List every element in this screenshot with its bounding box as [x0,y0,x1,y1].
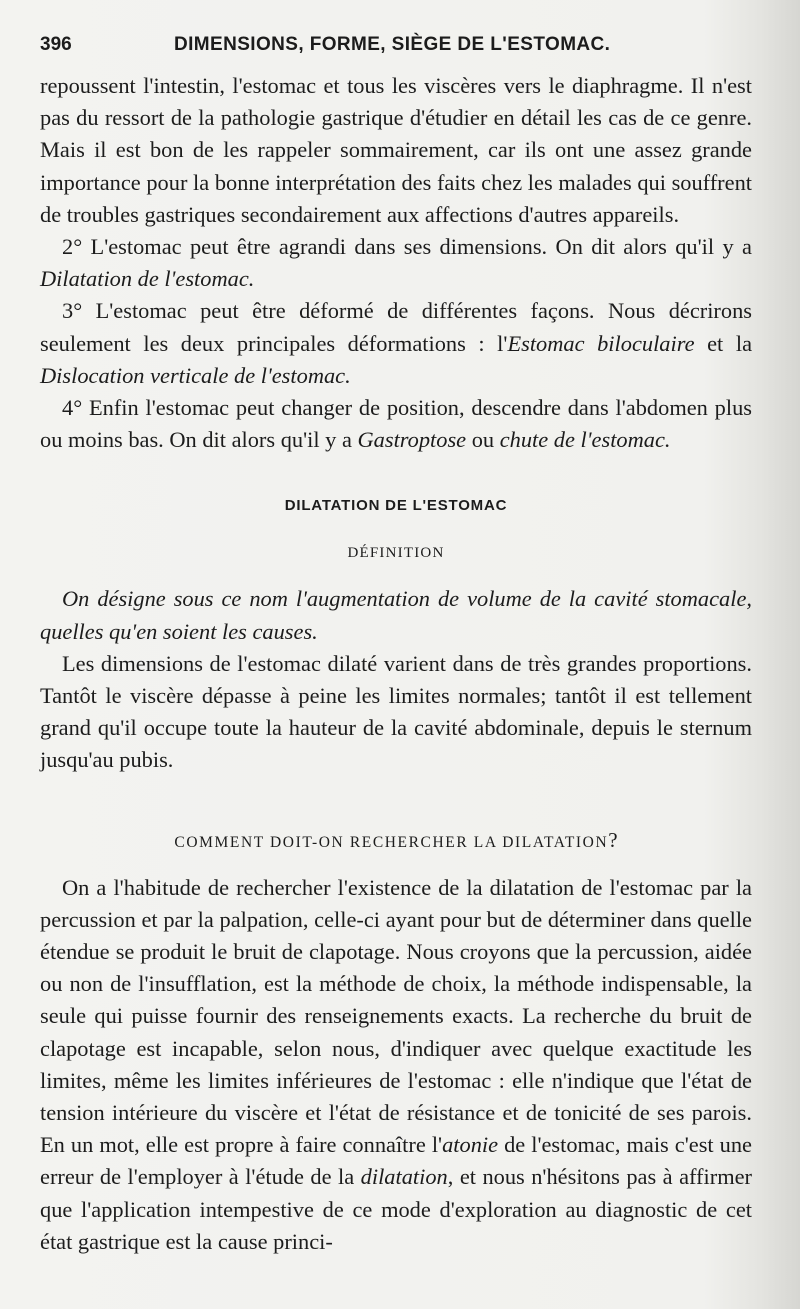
section-title: DILATATION DE L'ESTOMAC [284,497,508,515]
italic-term: atonie [442,1132,499,1158]
italic-term: chute de l'estomac. [499,427,671,453]
running-title: DIMENSIONS, FORME, SIÈGE DE L'ESTOMAC. [174,34,611,55]
paragraph-position-item [40,392,752,456]
paragraph-text: et la [694,330,753,356]
italic-term: Dilatation de l'estomac. [40,266,255,292]
question-heading [40,829,752,854]
paragraph-percussion [40,872,752,1258]
italic-term: Estomac biloculaire [507,330,695,356]
italic-term: dilatation [360,1164,448,1190]
paragraph-dilatation-item [40,231,752,295]
paragraph-text: ou [466,427,500,453]
paragraph-text: , et nous n'hésitons pas à affirmer que l'application intempestive de ce mode d'exploration au diagnostic de cet état gastrique est la cause princi- [40,1164,752,1254]
question-text: COMMENT DOIT-ON RECHERCHER LA DILATATION [174,833,609,851]
page-number: 396 [40,34,72,55]
definition-text: On désigne sous ce nom l'augmentation de volume de la cavité stomacale, quelles qu'en soient les causes. [40,586,752,644]
paragraph-text: 4° Enfin l'estomac peut changer de position, descendre dans l'abdomen plus ou moins bas. On dit alors qu'il y a [40,395,752,453]
paragraph-text: On a l'habitude de rechercher l'existence de la dilatation de l'estomac par la percussion et par la palpation, celle-ci ayant pour but de déterminer dans quelle étendue se produit le bruit de clapotage. Nous croyons que la percussion, aidée ou non de l'insufflation, est la méthode de choix, la méthode indispensable, la seule qui puisse fournir des renseignements exacts. La recherche du bruit de clapotage est incapable, selon nous, d'indiquer avec quelque exactitude les limites, même les limites inférieures de l'estomac : elle n'indique que l'état de tension intérieure du viscère et l'état de résistance et de tonicité de ses parois. En un mot, elle est propre à faire connaître l' [40,874,752,1158]
page-header [40,34,760,58]
paragraph-text: de l'estomac, mais c'est une erreur de l'employer à l'étude de la [40,1132,752,1190]
question-mark: ? [608,827,618,852]
definition-paragraph [40,583,752,647]
italic-term: Dislocation verticale de l'estomac. [40,362,351,388]
paragraph-text: 3° L'estomac peut être déformé de différentes façons. Nous décrirons seulement les deux principales déformations : l' [40,298,752,356]
paragraph-text: 2° L'estomac peut être agrandi dans ses dimensions. On dit alors qu'il y a [62,234,752,260]
subsection-title: DÉFINITION [347,545,445,562]
paragraph-dimensions: Les dimensions de l'estomac dilaté varient dans de très grandes proportions. Tantôt le viscère dépasse à peine les limites normales; tantôt il est tellement grand qu'il occupe toute la hauteur de la cavité abdominale, depuis le sternum jusqu'au pubis. [40,650,752,773]
page-body [40,70,752,1258]
paragraph-deformation-item [40,295,752,392]
paragraph-continuation: repoussent l'intestin, l'estomac et tous les viscères vers le diaphragme. Il n'est pas du ressort de la pathologie gastrique d'étudier en détail les cas de ce genre. Mais il est bon de les rappeler sommairement, car ils ont une assez grande importance pour la bonne interprétation des faits chez les malades qui souffrent de troubles gastriques secondairement aux affections d'autres appareils. [40,73,752,227]
italic-term: Gastroptose [357,427,467,453]
